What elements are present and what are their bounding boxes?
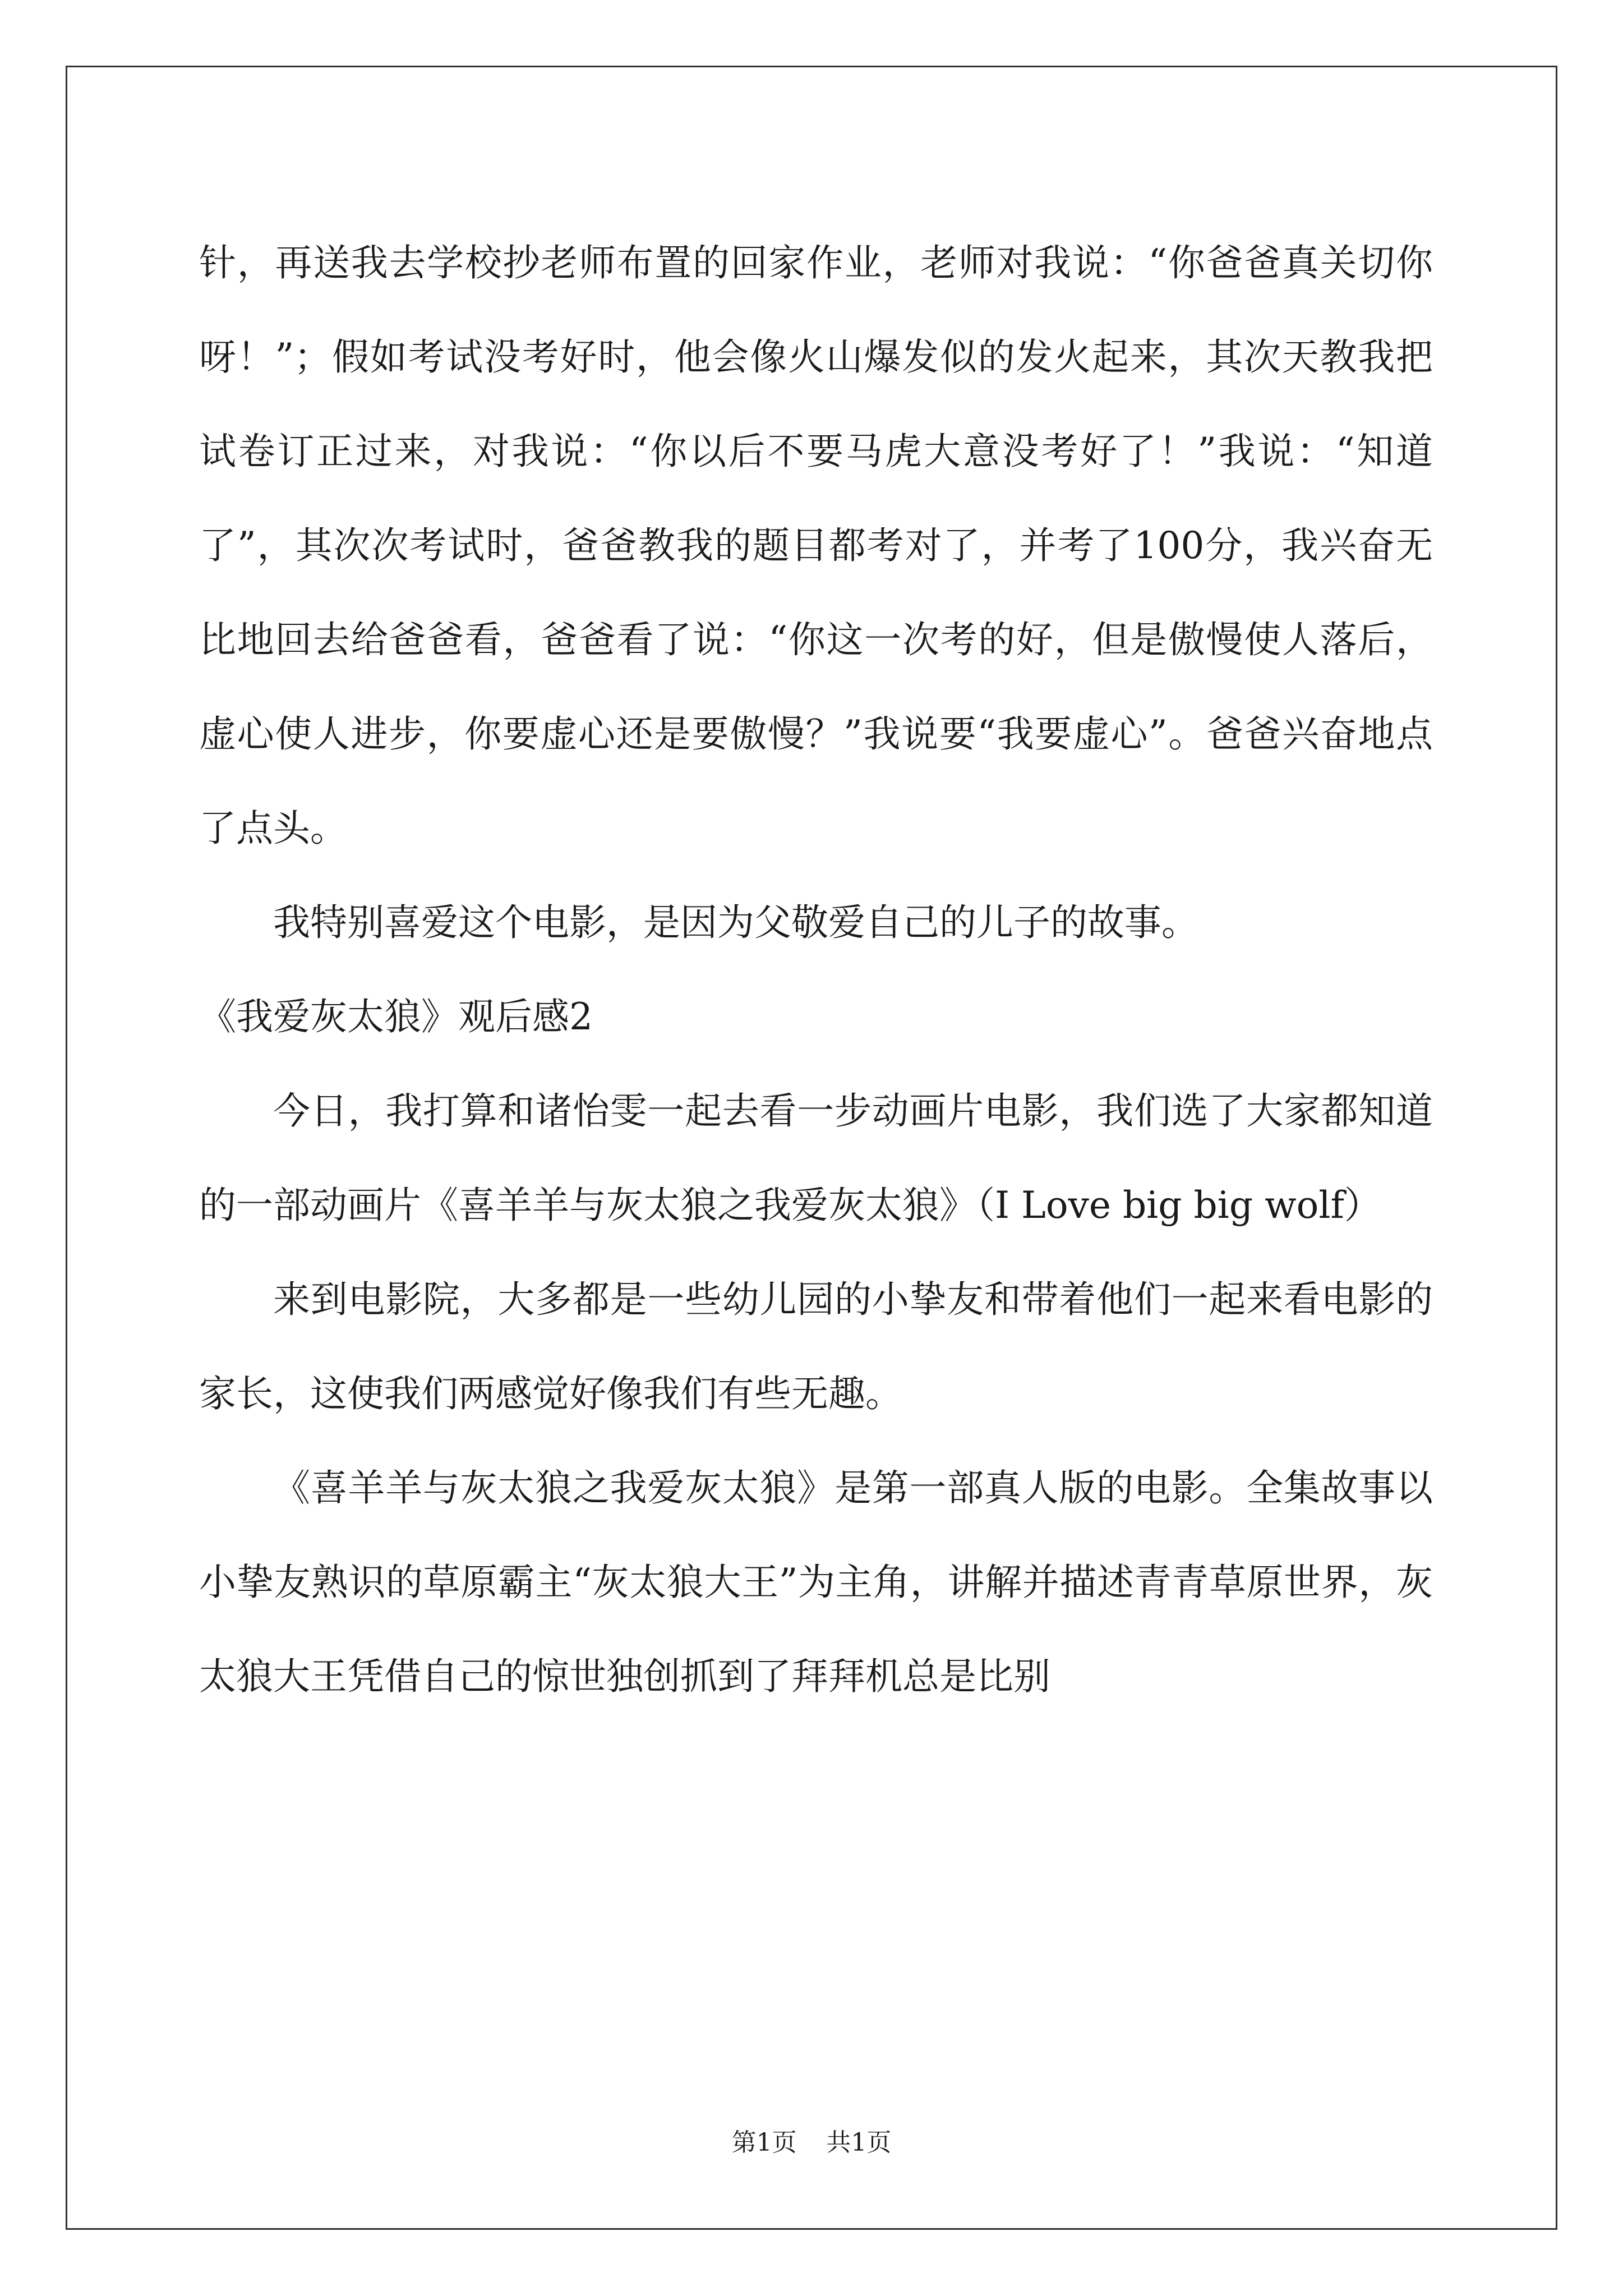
page-number: 第1页 — [731, 2128, 797, 2157]
paragraph: 我特别喜爱这个电影，是因为父敬爱自己的儿子的故事。 — [273, 901, 1198, 944]
paragraph: 《喜羊羊与灰太狼之我爱灰太狼》是第一部真人版的电影。全集故事以小挚友熟识的草原霸主“灰太狼大王”为主角，讲解并描述青青草原世界，灰太狼大王凭借自己的惊世独创抓到了拜拜机总是比别 — [199, 1466, 1433, 1698]
page-total: 共1页 — [826, 2128, 892, 2157]
paragraph: 来到电影院，大多都是一些幼儿园的小挚友和带着他们一起来看电影的家长，这使我们两感觉好像我们有些无趣。 — [199, 1278, 1433, 1415]
page-footer — [0, 2126, 1623, 2160]
section-heading: 《我爱灰太狼》观后感2 — [199, 995, 593, 1038]
paragraph-continuation: 针，再送我去学校抄老师布置的回家作业，老师对我说：“你爸爸真关切你呀！”；假如考试没考好时，他会像火山爆发似的发火起来，其次天教我把试卷订正过来，对我说：“你以后不要马虎大意没考好了！”我说：“知道了”，其次次考试时，爸爸教我的题目都考对了，并考了100分，我兴奋无比地回去给爸爸看，爸爸看了说：“你这一次考的好，但是傲慢使人落后，虚心使人进步，你要虚心还是要傲慢？”我说要“我要虚心”。爸爸兴奋地点了点头。 — [199, 241, 1433, 850]
document-body — [199, 216, 1433, 1724]
paragraph: 今日，我打算和诸怡雯一起去看一步动画片电影，我们选了大家都知道的一部动画片《喜羊羊与灰太狼之我爱灰太狼》（I Love big big wolf） — [199, 1089, 1433, 1227]
